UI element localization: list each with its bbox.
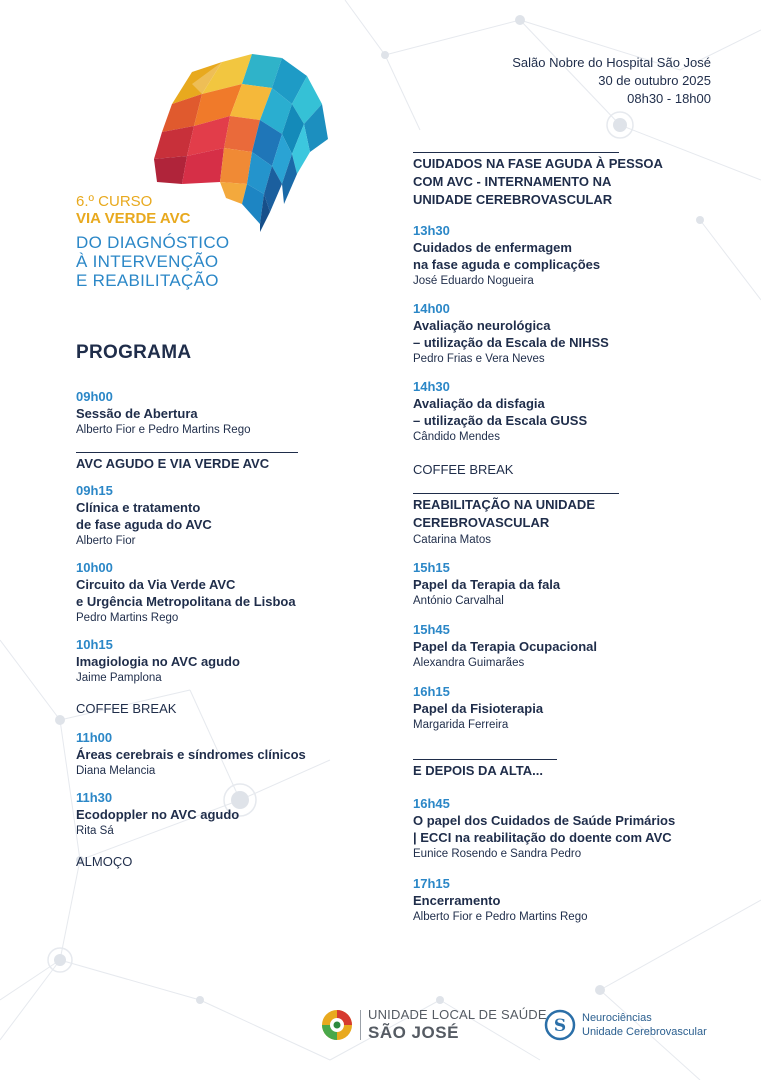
hours-text: 08h30 - 18h00 [627, 91, 711, 106]
item-title: Sessão de Abertura [76, 406, 198, 421]
item-time: 14h00 [413, 301, 450, 316]
item-speaker: Cândido Mendes [413, 431, 500, 443]
section-speaker: Catarina Matos [413, 534, 491, 546]
item-speaker: Eunice Rosendo e Sandra Pedro [413, 848, 582, 860]
program-item [413, 560, 733, 609]
coffee-break: COFFEE BREAK [76, 701, 177, 716]
venue-text: Salão Nobre do Hospital São José [512, 55, 711, 70]
section-heading: CEREBROVASCULAR [413, 515, 550, 530]
item-speaker: Alberto Fior [76, 535, 136, 547]
item-title: – utilização da Escala GUSS [413, 413, 588, 428]
program-item [413, 684, 733, 733]
item-time: 17h15 [413, 876, 450, 891]
program-item [76, 637, 356, 686]
program-item [76, 560, 356, 626]
item-title: Áreas cerebrais e síndromes clínicos [76, 747, 306, 762]
event-details [512, 54, 711, 108]
item-time: 13h30 [413, 223, 450, 238]
course-subtitle-line: DO DIAGNÓSTICO [76, 233, 230, 252]
course-title-block [76, 193, 229, 290]
course-name: VIA VERDE AVC [76, 210, 191, 227]
item-title: Imagiologia no AVC agudo [76, 654, 240, 669]
section-divider [76, 452, 298, 453]
item-time: 10h15 [76, 637, 113, 652]
item-title: e Urgência Metropolitana de Lisboa [76, 594, 296, 609]
item-time: 11h00 [76, 730, 113, 745]
programa-heading: PROGRAMA [76, 342, 192, 363]
neuro-name-line2: Unidade Cerebrovascular [582, 1026, 707, 1038]
item-title: – utilização da Escala de NIHSS [413, 335, 609, 350]
section-heading: UNIDADE CEREBROVASCULAR [413, 192, 613, 207]
item-title: | ECCI na reabilitação do doente com AVC [413, 830, 672, 845]
program-item [413, 796, 733, 862]
date-text: 30 de outubro 2025 [598, 73, 711, 88]
item-speaker: Alberto Fior e Pedro Martins Rego [413, 911, 588, 923]
footer-logos [320, 1004, 740, 1048]
item-time: 15h15 [413, 560, 450, 575]
course-subtitle-line: E REABILITAÇÃO [76, 271, 219, 290]
program-left-column [76, 389, 356, 870]
item-time: 16h15 [413, 684, 450, 699]
program-item [76, 389, 356, 438]
item-speaker: Alexandra Guimarães [413, 657, 525, 669]
program-item [413, 876, 733, 925]
item-title: Encerramento [413, 893, 501, 908]
section-heading: CUIDADOS NA FASE AGUDA À PESSOA [413, 156, 663, 171]
coffee-break: COFFEE BREAK [413, 462, 514, 477]
item-speaker: Jaime Pamplona [76, 672, 162, 684]
item-time: 09h15 [76, 483, 113, 498]
section-heading: COM AVC - INTERNAMENTO NA [413, 174, 612, 189]
item-title: O papel dos Cuidados de Saúde Primários [413, 813, 676, 828]
program-item [76, 483, 356, 549]
program-item [413, 223, 733, 289]
item-title: Cuidados de enfermagem [413, 240, 572, 255]
section-heading: E DEPOIS DA ALTA... [413, 763, 544, 778]
item-title: Avaliação da disfagia [413, 396, 545, 411]
item-speaker: Diana Melancia [76, 765, 156, 777]
section-heading: REABILITAÇÃO NA UNIDADE [413, 497, 595, 512]
course-subtitle-line: À INTERVENÇÃO [76, 252, 219, 271]
svg-text:S: S [553, 1016, 567, 1036]
item-speaker: José Eduardo Nogueira [413, 275, 534, 287]
program-item [76, 790, 356, 839]
item-title: de fase aguda do AVC [76, 517, 212, 532]
item-time: 09h00 [76, 389, 113, 404]
lunch-break: ALMOÇO [76, 854, 133, 869]
logo-divider [360, 1010, 361, 1040]
uls-name-line2: SÃO JOSÉ [368, 1023, 459, 1042]
item-title: Circuito da Via Verde AVC [76, 577, 236, 592]
item-title: Avaliação neurológica [413, 318, 551, 333]
neurociencias-logo-icon [544, 1009, 576, 1041]
item-time: 14h30 [413, 379, 450, 394]
item-title: Clínica e tratamento [76, 500, 201, 515]
program-item [413, 379, 733, 445]
course-edition: 6.º CURSO [76, 193, 153, 210]
program-item [413, 622, 733, 671]
uls-logo-icon [320, 1008, 354, 1042]
item-speaker: António Carvalhal [413, 595, 504, 607]
section-heading: AVC AGUDO E VIA VERDE AVC [76, 456, 270, 471]
item-title: na fase aguda e complicações [413, 257, 601, 272]
item-speaker: Rita Sá [76, 825, 114, 837]
program-item [413, 301, 733, 367]
item-speaker: Alberto Fior e Pedro Martins Rego [76, 424, 251, 436]
item-time: 10h00 [76, 560, 113, 575]
program-item [76, 730, 356, 779]
item-title: Papel da Terapia da fala [413, 577, 561, 592]
neuro-name-line1: Neurociências [582, 1012, 652, 1024]
item-time: 16h45 [413, 796, 450, 811]
uls-name-line1: UNIDADE LOCAL DE SAÚDE [368, 1007, 547, 1022]
item-title: Ecodoppler no AVC agudo [76, 807, 240, 822]
item-time: 11h30 [76, 790, 113, 805]
item-speaker: Pedro Martins Rego [76, 612, 179, 624]
program-right-column [413, 152, 733, 925]
item-speaker: Pedro Frias e Vera Neves [413, 353, 545, 365]
item-time: 15h45 [413, 622, 450, 637]
item-title: Papel da Fisioterapia [413, 701, 544, 716]
item-title: Papel da Terapia Ocupacional [413, 639, 597, 654]
item-speaker: Margarida Ferreira [413, 719, 509, 731]
